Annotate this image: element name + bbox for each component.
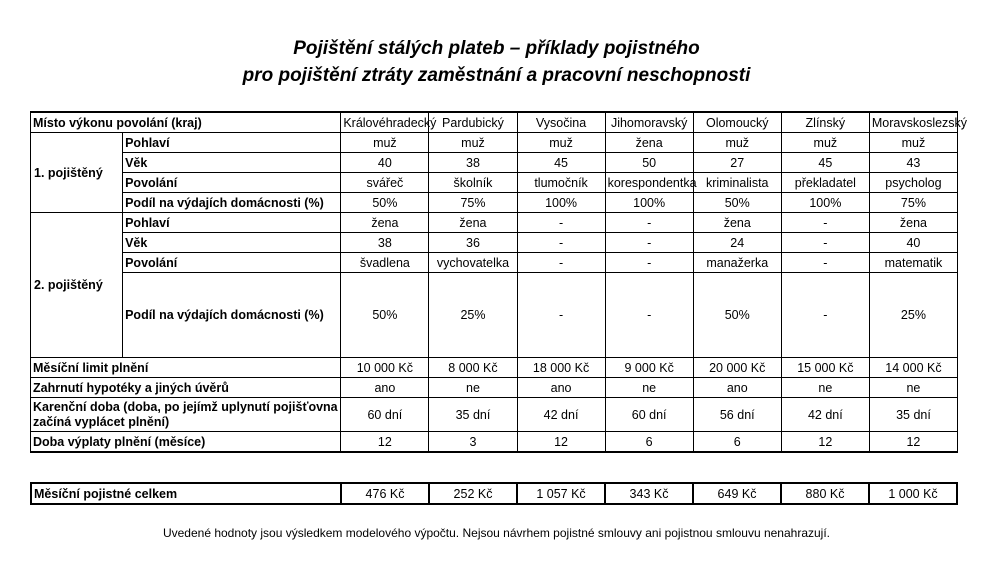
- table-cell: ne: [429, 378, 517, 398]
- row-label: Povolání: [123, 173, 341, 193]
- table-cell: 14 000 Kč: [869, 358, 957, 378]
- table-cell: 40: [341, 153, 429, 173]
- summary-row: [31, 432, 958, 453]
- table-cell: vychovatelka: [429, 253, 517, 273]
- table-cell: 50%: [693, 193, 781, 213]
- table-cell: 38: [341, 233, 429, 253]
- table-cell: manažerka: [693, 253, 781, 273]
- table-cell: muž: [693, 133, 781, 153]
- table-cell: 3: [429, 432, 517, 453]
- summary-row: [31, 398, 958, 432]
- table-cell: muž: [341, 133, 429, 153]
- table-cell: 38: [429, 153, 517, 173]
- row-label: Věk: [123, 233, 341, 253]
- total-value: 1 057 Kč: [517, 483, 605, 504]
- table-cell: 100%: [781, 193, 869, 213]
- header-row: [31, 112, 958, 133]
- table-cell: 8 000 Kč: [429, 358, 517, 378]
- region-header: Zlínský: [781, 112, 869, 133]
- row-label: Povolání: [123, 253, 341, 273]
- table-cell: -: [781, 213, 869, 233]
- table-cell: 12: [781, 432, 869, 453]
- table-cell: 18 000 Kč: [517, 358, 605, 378]
- table-cell: 45: [781, 153, 869, 173]
- region-header-label: Místo výkonu povolání (kraj): [31, 112, 341, 133]
- table-cell: 25%: [869, 273, 957, 358]
- table-cell: 35 dní: [429, 398, 517, 432]
- total-value: 343 Kč: [605, 483, 693, 504]
- total-value: 880 Kč: [781, 483, 869, 504]
- region-header: Moravskoslezský: [869, 112, 957, 133]
- table-cell: žena: [341, 213, 429, 233]
- table-cell: matematik: [869, 253, 957, 273]
- row-label: Podíl na výdajích domácnosti (%): [123, 273, 341, 358]
- table-cell: 100%: [517, 193, 605, 213]
- table-cell: 12: [341, 432, 429, 453]
- summary-row: [31, 358, 958, 378]
- page-title: Pojištění stálých plateb – příklady pojistného: [293, 38, 700, 59]
- table-cell: svářeč: [341, 173, 429, 193]
- table-cell: muž: [517, 133, 605, 153]
- table-cell: -: [517, 273, 605, 358]
- table-cell: 6: [605, 432, 693, 453]
- table-cell: 36: [429, 233, 517, 253]
- table-cell: ne: [605, 378, 693, 398]
- row-label: Pohlaví: [123, 213, 341, 233]
- insured2-row: [31, 253, 958, 273]
- table-cell: 25%: [429, 273, 517, 358]
- table-cell: školník: [429, 173, 517, 193]
- table-cell: 43: [869, 153, 957, 173]
- total-table: [30, 482, 958, 505]
- table-cell: překladatel: [781, 173, 869, 193]
- table-cell: 12: [869, 432, 957, 453]
- total-label: Měsíční pojistné celkem: [31, 483, 341, 504]
- premium-table: [30, 111, 968, 453]
- table-cell: ano: [517, 378, 605, 398]
- table-cell: ne: [781, 378, 869, 398]
- table-cell: 60 dní: [605, 398, 693, 432]
- table-cell: 45: [517, 153, 605, 173]
- total-value: 1 000 Kč: [869, 483, 957, 504]
- table-cell: ne: [869, 378, 957, 398]
- disclaimer: Uvedené hodnoty jsou výsledkem modelového výpočtu. Nejsou návrhem pojistné smlouvy ani pojistnou smlouvu nenahrazují.: [162, 526, 831, 540]
- region-header: Pardubický: [429, 112, 517, 133]
- table-cell: 12: [517, 432, 605, 453]
- table-cell: 15 000 Kč: [781, 358, 869, 378]
- table-cell: muž: [781, 133, 869, 153]
- table-cell: 50%: [341, 273, 429, 358]
- table-cell: -: [781, 233, 869, 253]
- table-cell: tlumočník: [517, 173, 605, 193]
- region-header: Jihomoravský: [605, 112, 693, 133]
- row-label: Věk: [123, 153, 341, 173]
- total-value: 649 Kč: [693, 483, 781, 504]
- table-cell: 42 dní: [781, 398, 869, 432]
- insured1-row: [31, 173, 958, 193]
- table-cell: žena: [429, 213, 517, 233]
- table-cell: -: [781, 253, 869, 273]
- table-cell: žena: [693, 213, 781, 233]
- table-cell: 50%: [693, 273, 781, 358]
- table-cell: ano: [693, 378, 781, 398]
- table-cell: švadlena: [341, 253, 429, 273]
- table-cell: 75%: [429, 193, 517, 213]
- region-header: Vysočina: [517, 112, 605, 133]
- table-cell: žena: [605, 133, 693, 153]
- insured1-row: [31, 153, 958, 173]
- table-cell: 35 dní: [869, 398, 957, 432]
- insured1-group-label: 1. pojištěný: [31, 133, 123, 213]
- insured2-row: [31, 273, 958, 358]
- region-header: Královéhradecký: [341, 112, 429, 133]
- row-label: Doba výplaty plnění (měsíce): [31, 432, 341, 453]
- table-cell: 9 000 Kč: [605, 358, 693, 378]
- row-label: Zahrnutí hypotéky a jiných úvěrů: [31, 378, 341, 398]
- region-header: Olomoucký: [693, 112, 781, 133]
- insured1-row: [31, 193, 958, 213]
- insured1-row: [31, 133, 958, 153]
- row-label: Měsíční limit plnění: [31, 358, 341, 378]
- table-cell: 10 000 Kč: [341, 358, 429, 378]
- table-cell: -: [605, 213, 693, 233]
- summary-row: [31, 378, 958, 398]
- table-cell: -: [605, 253, 693, 273]
- row-label: Pohlaví: [123, 133, 341, 153]
- page-subtitle: pro pojištění ztráty zaměstnání a pracovní neschopnosti: [242, 65, 751, 86]
- table-cell: 75%: [869, 193, 957, 213]
- insured2-row: [31, 233, 958, 253]
- table-cell: -: [517, 213, 605, 233]
- table-cell: 24: [693, 233, 781, 253]
- row-label: Podíl na výdajích domácnosti (%): [123, 193, 341, 213]
- row-label: Karenční doba (doba, po jejímž uplynutí pojišťovna začíná vyplácet plnění): [31, 398, 341, 432]
- table-cell: 50: [605, 153, 693, 173]
- table-cell: 56 dní: [693, 398, 781, 432]
- table-cell: -: [517, 233, 605, 253]
- table-cell: -: [781, 273, 869, 358]
- table-cell: muž: [429, 133, 517, 153]
- insured2-group-label: 2. pojištěný: [31, 213, 123, 358]
- table-cell: -: [605, 273, 693, 358]
- insured2-row: [31, 213, 958, 233]
- table-cell: psycholog: [869, 173, 957, 193]
- table-cell: -: [605, 233, 693, 253]
- table-cell: 42 dní: [517, 398, 605, 432]
- total-row: [31, 483, 957, 504]
- table-cell: 60 dní: [341, 398, 429, 432]
- table-cell: ano: [341, 378, 429, 398]
- table-cell: 27: [693, 153, 781, 173]
- table-cell: 100%: [605, 193, 693, 213]
- table-cell: 6: [693, 432, 781, 453]
- table-cell: muž: [869, 133, 957, 153]
- total-value: 252 Kč: [429, 483, 517, 504]
- table-cell: žena: [869, 213, 957, 233]
- table-cell: 50%: [341, 193, 429, 213]
- table-cell: 20 000 Kč: [693, 358, 781, 378]
- table-cell: korespondentka: [605, 173, 693, 193]
- table-cell: -: [517, 253, 605, 273]
- table-cell: kriminalista: [693, 173, 781, 193]
- total-value: 476 Kč: [341, 483, 429, 504]
- table-cell: 40: [869, 233, 957, 253]
